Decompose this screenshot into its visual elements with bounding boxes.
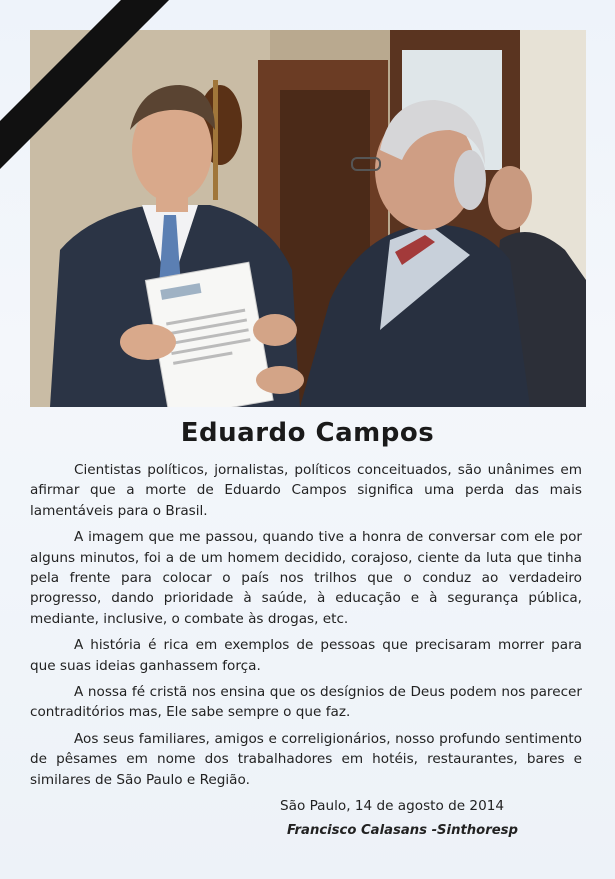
photo-meeting (30, 30, 586, 407)
paragraph: A nossa fé cristã nos ensina que os desígnios de Deus podem nos parecer contraditórios mas, Ele sabe sempre o que faz. (30, 684, 582, 721)
signature-name: Francisco Calasans -Sinthoresp (287, 823, 518, 838)
paragraph: A imagem que me passou, quando tive a honra de conversar com ele por alguns minutos, foi a de um homem decidido, corajoso, ciente da luta que tinha pela frente para colocar o país nos trilhos que o conduz ao verdadeiro progresso, dando prioridade à saúde, à educação e à segurança pública, mediante, inclusive, o combate às drogas, etc. (30, 529, 582, 627)
signature-place-date: São Paulo, 14 de agosto de 2014 (280, 798, 505, 814)
photo-illustration (30, 30, 586, 407)
tribute-text (30, 460, 582, 796)
page-title: Eduardo Campos (180, 418, 435, 448)
paragraph: A história é rica em exemplos de pessoas que precisaram morrer para que suas ideias ganhassem força. (30, 637, 582, 674)
paragraph: Cientistas políticos, jornalistas, políticos conceituados, são unânimes em afirmar que a morte de Eduardo Campos significa uma perda das mais lamentáveis para o Brasil. (30, 462, 582, 519)
paragraph: Aos seus familiares, amigos e correligionários, nosso profundo sentimento de pêsames em nome dos trabalhadores em hotéis, restaurantes, bares e similares de São Paulo e Região. (30, 730, 582, 788)
